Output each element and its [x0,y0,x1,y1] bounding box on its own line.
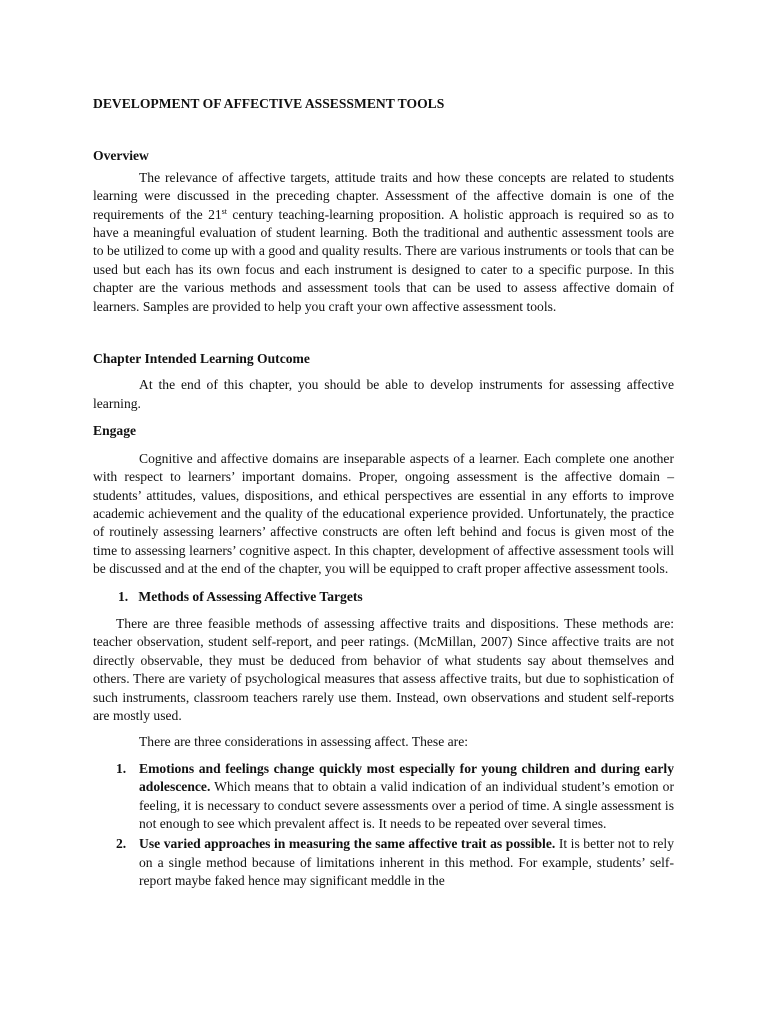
document-page [93,95,674,893]
learning-outcome-paragraph: At the end of this chapter, you should be able to develop instruments for assessing affective learning. [93,377,674,411]
overview-heading: Overview [93,148,149,164]
overview-text-start: The relevance of affective targets, attitude traits and how these concepts are related to students learning were discussed in the preceding chapter. Assessment of the affective domain is one of the requirements of the 21 [93,169,674,222]
considerations-intro: There are three considerations in assessing affect. These are: [139,734,469,750]
engage-heading: Engage [93,423,137,439]
methods-heading-text: Methods of Assessing Affective Targets [138,588,363,604]
document-title: DEVELOPMENT OF AFFECTIVE ASSESSMENT TOOLS [93,96,445,111]
list-item-number: 2. [116,836,127,852]
considerations-list [93,760,674,891]
engage-paragraph: Cognitive and affective domains are inseparable aspects of a learner. Each complete one another with respect to learners’ important domains. Proper, ongoing assessment is the affective domain – students’ attitudes, values, dispositions, and ethical perspectives are essential in any efforts to improve academic achievement and the quality of the educational experience provided. Unfortunately, the practice of routinely assessing learners’ affective constructs are often left behind and focus is given most of the time to assessing learners’ cognitive aspect. In this chapter, development of affective assessment tools will be discussed and at the end of the chapter, you will be equipped to craft proper affective assessment tools. [93,450,674,577]
methods-paragraph: There are three feasible methods of assessing affective traits and dispositions. These methods are: teacher observation, student self-report, and peer ratings. (McMillan, 2007) Since affective traits are not directly observable, they must be deduced from behavior of what students say about themselves and others. There are variety of psychological measures that assess affective traits, but due to sophistication of such instruments, classroom teachers rarely use them. Instead, own observations and student self-reports are mostly used. [93,615,674,723]
list-item-text: Which means that to obtain a valid indication of an individual student’s emotion or feeling, it is necessary to conduct severe assessments over a period of time. A single assessment is not enough to see which prevalent affect is. It needs to be repeated over several times. [139,779,674,831]
methods-number: 1. [118,588,129,604]
ordinal-suffix: st [221,206,228,216]
list-item-text: It is better not to rely on a single method because of limitations inherent in this method. For example, students’ self-report maybe faked hence may significant meddle in the [139,836,674,889]
list-item-number: 1. [116,760,127,776]
list-item [93,760,674,834]
list-item [93,835,674,890]
methods-heading [93,588,674,606]
overview-text-end: century teaching-learning proposition. A holistic approach is required so as to have a meaningful evaluation of student learning. Both the traditional and authentic assessment tools are to be utilized to come up with a good and quality results. There are various instruments or tools that can be used but each has its own focus and each instrument is designed to cater to a specific purpose. In this chapter are the various methods and assessment tools that can be used to assess affective domain of learners. Samples are provided to help you craft your own affective assessment tools. [93,206,675,314]
list-item-bold-text: Emotions and feelings change quickly most especially for young children and during early adolescence. [139,760,674,795]
learning-outcome-heading: Chapter Intended Learning Outcome [93,351,310,367]
list-item-bold-text: Use varied approaches in measuring the same affective trait as possible. [139,836,556,852]
overview-paragraph [93,169,674,316]
